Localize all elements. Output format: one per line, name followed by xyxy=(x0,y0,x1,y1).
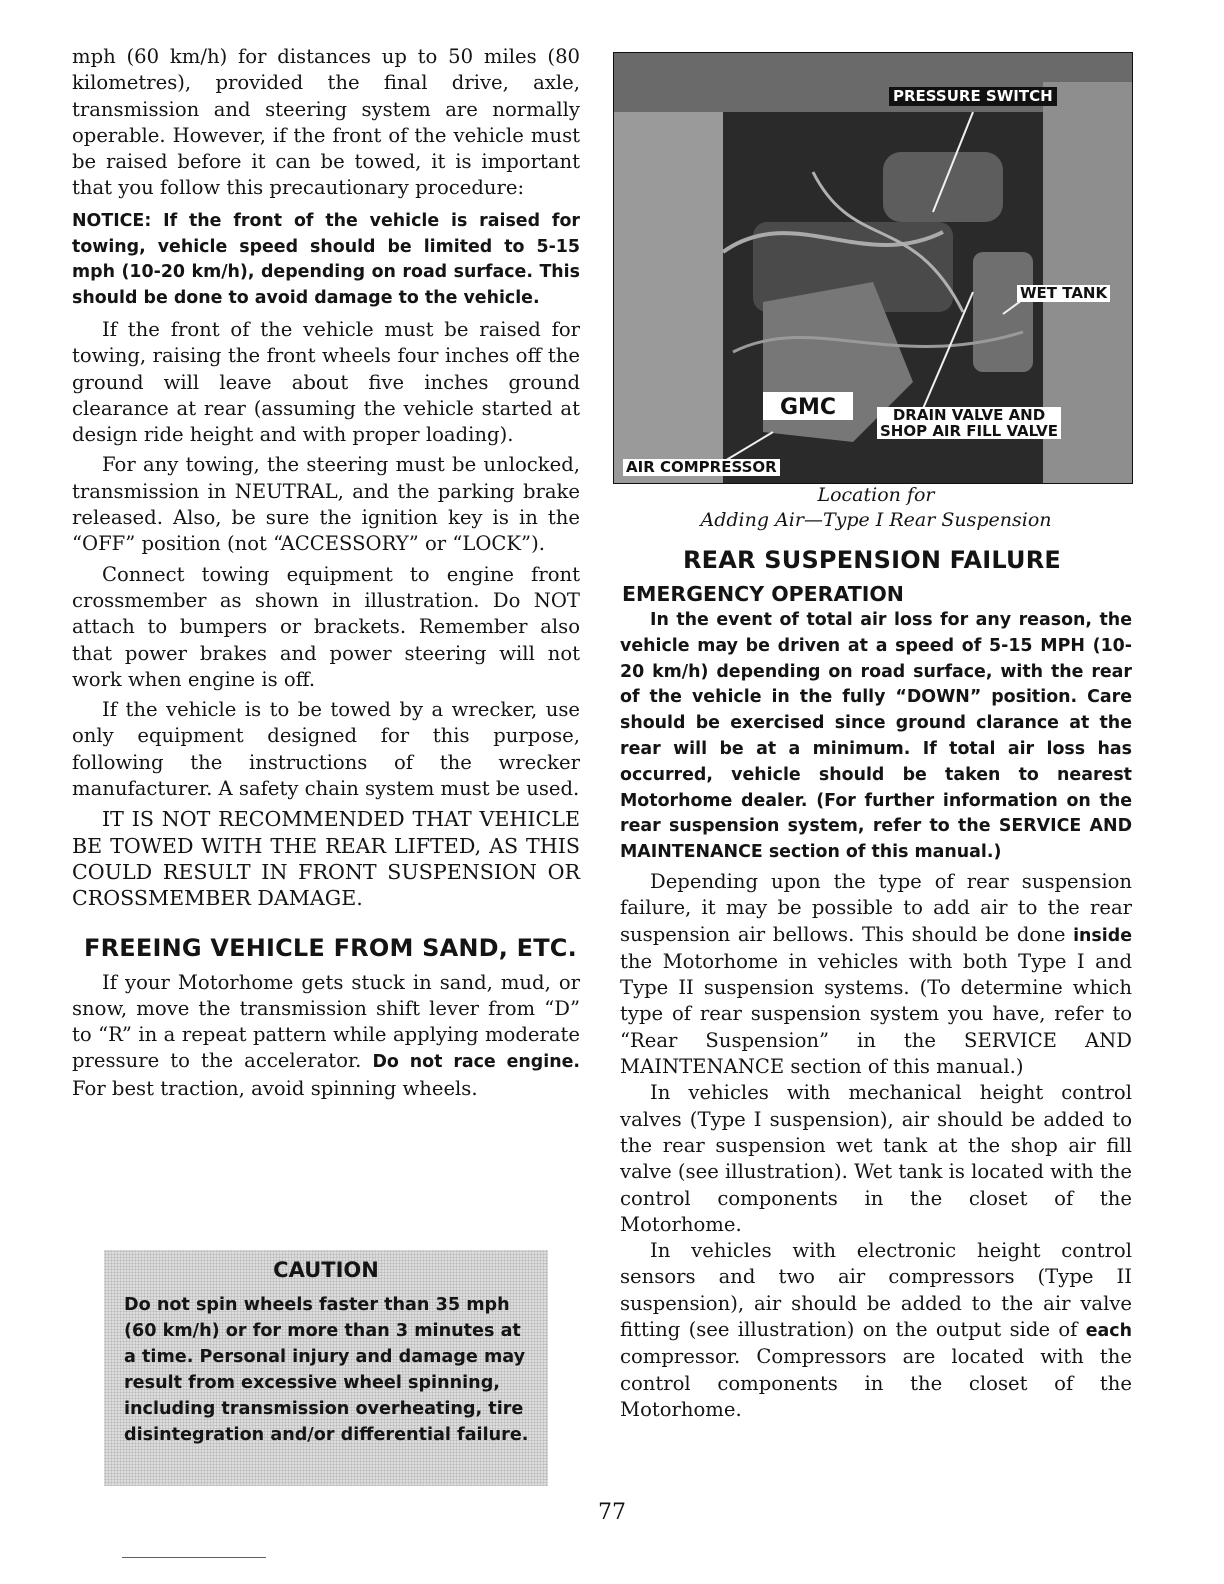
paragraph-towing-intro: mph (60 km/h) for distances up to 50 miles (80 kilometres), provided the final drive, axle, transmission and steering system are normally operable. However, if the front of the vehicle must be raised before it can be towed, it is important that you follow this precautionary procedure: xyxy=(72,45,580,200)
paragraph-freeing-vehicle: If your Motorhome gets stuck in sand, mud, or snow, move the transmission shift lever from “D” to “R” in a repeat pattern while applying moderate pressure to the accelerator. Do not race engine. For best traction, avoid spinning wheels. xyxy=(72,970,580,1100)
right-column xyxy=(620,546,1132,1423)
paragraph-depending-on-failure: Depending upon the type of rear suspension failure, it may be possible to add air to the rear suspension air bellows. This should be done inside the Motorhome in vehicles with both Type I and Type II suspension systems. (To determine which type of rear suspension system you have, refer to “Rear Suspension” in the SERVICE AND MAINTENANCE section of this manual.) xyxy=(620,869,1132,1079)
label-wet-tank: WET TANK xyxy=(1017,285,1110,302)
paragraph-front-raised: If the front of the vehicle must be raised for towing, raising the front wheels four inches off the ground will leave about five inches ground clearance at rear (assuming the vehicle started at design ride height and with proper loading). xyxy=(72,317,580,447)
emergency-operation-paragraph: In the event of total air loss for any reason, the vehicle may be driven at a speed of 5-15 MPH (10-20 km/h) depending on road surface, with the rear of the vehicle in the fully “DOWN” position. Care should be exercised since ground clarance at the rear will be at a minimum. If total air loss has occurred, vehicle should be taken to nearest Motorhome dealer. (For further information on the rear suspension system, refer to the SERVICE AND MAINTENANCE section of this manual.) xyxy=(620,610,1133,863)
caution-title: CAUTION xyxy=(273,1258,379,1282)
label-air-compressor: AIR COMPRESSOR xyxy=(623,459,780,476)
paragraph-wrecker: If the vehicle is to be towed by a wrecker, use only equipment designed for this purpose, following the instructions of the wrecker manufacturer. A safety chain system must be used. xyxy=(72,698,580,801)
paragraph-type-one: In vehicles with mechanical height control valves (Type I suspension), air should be added to the rear suspension wet tank at the shop air fill valve (see illustration). Wet tank is located with the control components in the closet of the Motorhome. xyxy=(620,1081,1132,1236)
photo-caption: Location for Adding Air—Type I Rear Suspension xyxy=(700,484,1052,531)
subheading-emergency-operation: EMERGENCY OPERATION xyxy=(622,582,904,606)
air-compressor-photo xyxy=(613,52,1133,484)
emphasis-do-not-race: Do not race engine. xyxy=(372,1052,580,1073)
gmc-logo: GMC xyxy=(779,395,837,420)
heading-freeing-vehicle: FREEING VEHICLE FROM SAND, ETC. xyxy=(84,933,577,962)
caution-text: Do not spin wheels faster than 35 mph (60 km/h) or for more than 3 minutes at a time. Personal injury and damage may result from excessive wheel spinning, including transmission overheating, tire disintegration and/or differential failure. xyxy=(124,1295,529,1445)
label-pressure-switch: PRESSURE SWITCH xyxy=(889,87,1057,106)
footer-rule xyxy=(122,1557,266,1558)
paragraph-steering-unlocked: For any towing, the steering must be unlocked, transmission in NEUTRAL, and the parking brake released. Also, be sure the ignition key is in the “OFF” position (not “ACCESSORY” or “LOCK”). xyxy=(72,453,580,556)
page-number: 77 xyxy=(598,1500,626,1525)
label-drain-valve: DRAIN VALVE AND SHOP AIR FILL VALVE xyxy=(877,407,1061,439)
notice-paragraph: NOTICE: If the front of the vehicle is raised for towing, vehicle speed should be limited to 5-15 mph (10-20 km/h), depending on road surface. This should be done to avoid damage to the vehicle. xyxy=(72,210,580,309)
caution-box xyxy=(104,1250,548,1486)
left-column xyxy=(72,44,580,1102)
heading-rear-suspension-failure: REAR SUSPENSION FAILURE xyxy=(682,546,1062,574)
paragraph-connect-towing: Connect towing equipment to engine front crossmember as shown in illustration. Do NOT attach to bumpers or brackets. Remember also that power brakes and power steering will not work when engine is off. xyxy=(72,562,580,691)
paragraph-type-two: In vehicles with electronic height control sensors and two air compressors (Type II suspension), air should be added to the air valve fitting (see illustration) on the output side of each compressor. Compressors are located with the control components in the closet of the Motorhome. xyxy=(620,1239,1132,1421)
towing-warning: IT IS NOT RECOMMENDED THAT VEHICLE BE TOWED WITH THE REAR LIFTED, AS THIS COULD RESULT IN FRONT SUSPENSION OR CROSSMEMBER DAMAGE. xyxy=(72,807,580,911)
